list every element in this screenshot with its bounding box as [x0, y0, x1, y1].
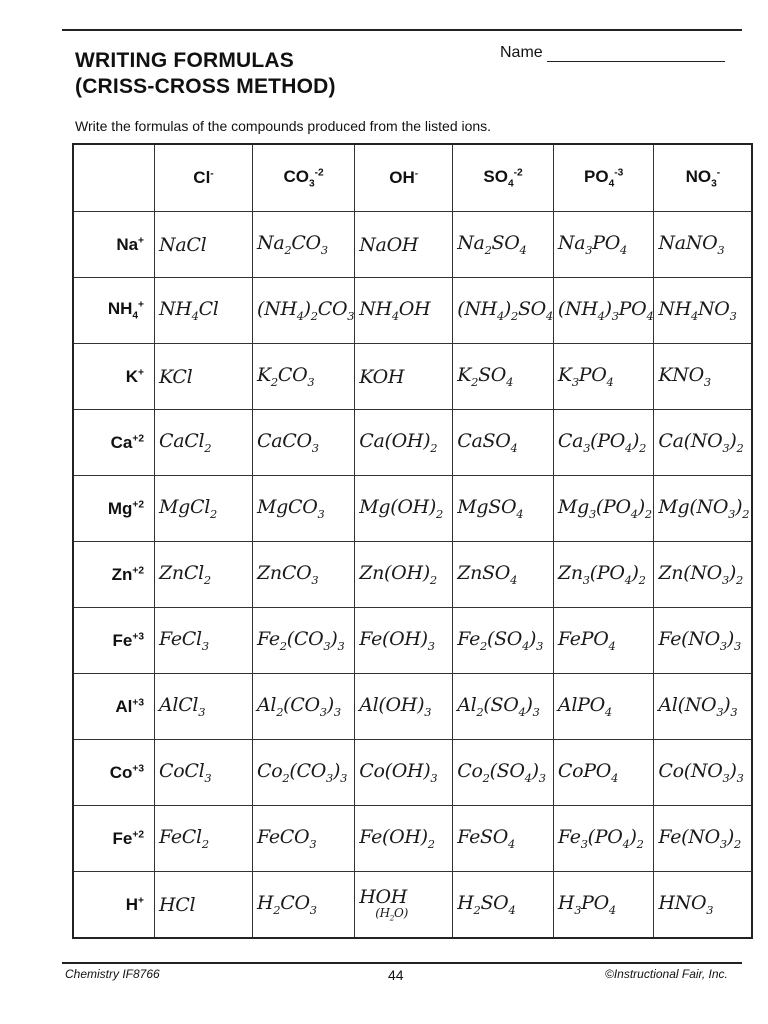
handwritten-formula: $Ca_3(PO_4)_2$: [557, 430, 647, 455]
handwritten-formula: FeCl$_2$: [159, 826, 209, 851]
answer-cell[interactable]: [553, 476, 653, 542]
answer-cell[interactable]: [453, 740, 554, 806]
answer-cell[interactable]: [654, 674, 753, 740]
answer-cell[interactable]: [654, 872, 753, 939]
cation-label: [73, 212, 155, 278]
answer-cell[interactable]: [155, 344, 253, 410]
handwritten-formula: $Zn_3(PO_4)_2$: [557, 562, 646, 587]
handwritten-formula: $Co_2(SO_4)_3$: [457, 760, 546, 785]
answer-cell[interactable]: [253, 608, 355, 674]
answer-cell[interactable]: [355, 872, 453, 939]
anion-label: Cl-: [193, 168, 214, 187]
handwritten-formula: FeCO$_3$: [257, 826, 317, 851]
handwritten-formula: CoCl$_3$: [159, 760, 212, 785]
answer-cell[interactable]: [553, 806, 653, 872]
answer-cell[interactable]: [355, 740, 453, 806]
answer-cell[interactable]: [553, 872, 653, 939]
answer-cell[interactable]: [553, 278, 653, 344]
anion-header-2: [355, 144, 453, 212]
anion-header-3: [453, 144, 554, 212]
answer-cell[interactable]: [253, 212, 355, 278]
handwritten-formula: $Ca(NO_3)_2$: [658, 430, 744, 455]
answer-cell[interactable]: [355, 674, 453, 740]
handwritten-formula: $Al(NO_3)_3$: [658, 694, 738, 719]
handwritten-formula: $Zn(OH)_2$: [359, 562, 437, 587]
handwritten-formula: KOH: [359, 365, 405, 388]
handwritten-formula: KCl: [159, 365, 193, 388]
name-blank[interactable]: [547, 47, 725, 62]
footer-left: Chemistry IF8766: [65, 967, 160, 981]
answer-cell[interactable]: [355, 344, 453, 410]
handwritten-formula: $(NH_4)_3PO_4$: [557, 298, 654, 323]
handwritten-formula: HOH: [359, 886, 408, 909]
answer-cell[interactable]: [355, 278, 453, 344]
cation-symbol: $Al^{+3}$: [115, 696, 144, 716]
corner-cell: [73, 144, 155, 212]
answer-cell[interactable]: [253, 806, 355, 872]
handwritten-formula: FeSO$_4$: [457, 826, 515, 851]
anion-label: $PO_4^{-3}$: [584, 166, 624, 190]
name-field[interactable]: [500, 44, 725, 62]
anion-label: $SO_4^{-2}$: [483, 166, 523, 190]
handwritten-formula: FeCl$_3$: [159, 628, 209, 653]
handwritten-formula: $Al(OH)_3$: [359, 694, 432, 719]
answer-cell[interactable]: [155, 476, 253, 542]
cation-label: [73, 806, 155, 872]
handwritten-formula: $H_3PO_4$: [557, 892, 616, 917]
table-row: [73, 542, 752, 608]
handwritten-formula: $(NH_4)_2CO_3$: [257, 298, 355, 323]
cation-symbol: $Fe^{+2}$: [112, 828, 144, 848]
answer-cell[interactable]: [355, 212, 453, 278]
table-row: [73, 410, 752, 476]
handwritten-formula: $Mg_3(PO_4)_2$: [557, 496, 652, 521]
answer-cell[interactable]: [453, 410, 554, 476]
answer-cell[interactable]: [654, 278, 753, 344]
cation-label: [73, 674, 155, 740]
table-row: [73, 740, 752, 806]
handwritten-formula: $Fe(OH)_2$: [359, 826, 435, 851]
anion-header-0: [155, 144, 253, 212]
answer-cell[interactable]: [453, 608, 554, 674]
handwritten-formula: CaCl$_2$: [159, 430, 212, 455]
footer-rule: [62, 962, 742, 964]
answer-cell[interactable]: [253, 740, 355, 806]
cation-symbol: $Zn^{+2}$: [111, 564, 144, 584]
cation-label: [73, 476, 155, 542]
answer-cell[interactable]: [654, 542, 753, 608]
handwritten-formula: MgSO$_4$: [457, 496, 524, 521]
handwritten-formula: $Ca(OH)_2$: [359, 430, 438, 455]
table-row: [73, 212, 752, 278]
handwritten-formula: $HNO_3$: [658, 892, 714, 917]
handwritten-formula: $Fe_2(SO_4)_3$: [457, 628, 544, 653]
cation-label: [73, 542, 155, 608]
table-row: [73, 344, 752, 410]
handwritten-formula: $Fe(OH)_3$: [359, 628, 435, 653]
answer-cell[interactable]: [453, 476, 554, 542]
handwritten-formula: MgCO$_3$: [257, 496, 325, 521]
table-row: [73, 674, 752, 740]
table-row: [73, 806, 752, 872]
answer-cell[interactable]: [453, 806, 554, 872]
table-row: [73, 278, 752, 344]
handwritten-formula: CaCO$_3$: [257, 430, 319, 455]
footer-right: ©Instructional Fair, Inc.: [605, 967, 728, 981]
handwritten-formula: AlPO$_4$: [557, 694, 612, 719]
table-row: [73, 872, 752, 939]
handwritten-formula: $KNO_3$: [658, 364, 711, 389]
answer-cell[interactable]: [253, 278, 355, 344]
handwritten-formula: $Na_3PO_4$: [557, 232, 627, 257]
answer-cell[interactable]: [453, 674, 554, 740]
answer-cell[interactable]: [654, 806, 753, 872]
handwritten-formula: $K_2SO_4$: [457, 364, 514, 389]
answer-cell[interactable]: [453, 212, 554, 278]
handwritten-formula: $NH_4OH$: [359, 298, 431, 323]
answer-cell[interactable]: [553, 212, 653, 278]
handwritten-formula: NaNO$_3$: [658, 232, 725, 257]
cation-symbol: $Fe^{+3}$: [112, 630, 144, 650]
handwritten-formula: $Na_2SO_4$: [457, 232, 527, 257]
cation-symbol: $Mg^{+2}$: [107, 498, 144, 518]
answer-cell[interactable]: [155, 740, 253, 806]
handwritten-formula: $Na_2CO_3$: [257, 232, 328, 257]
answer-cell[interactable]: [654, 740, 753, 806]
answer-cell[interactable]: [654, 410, 753, 476]
handwritten-formula: $Co(NO_3)_3$: [658, 760, 744, 785]
answer-cell[interactable]: [654, 212, 753, 278]
handwritten-formula: $H_2SO_4$: [457, 892, 516, 917]
cation-label: [73, 410, 155, 476]
answer-cell[interactable]: [453, 872, 554, 939]
handwritten-formula: $Fe(NO_3)_3$: [658, 628, 741, 653]
handwritten-formula: ZnCO$_3$: [257, 562, 319, 587]
handwritten-formula: $Fe(NO_3)_2$: [658, 826, 741, 851]
handwritten-formula: $(NH_4)_2SO_4$: [457, 298, 553, 323]
anion-header-4: [553, 144, 653, 212]
handwritten-formula: $NH_4NO_3$: [658, 298, 737, 323]
handwritten-formula: HCl: [159, 893, 196, 916]
handwritten-formula: ZnCl$_2$: [159, 562, 211, 587]
anion-label: $CO_3^{-2}$: [283, 166, 324, 190]
header-row: [73, 144, 752, 212]
handwritten-formula: $Fe_3(PO_4)_2$: [557, 826, 644, 851]
cation-label: [73, 278, 155, 344]
cation-symbol: $Co^{+3}$: [109, 762, 144, 782]
name-label: Name: [500, 44, 543, 61]
handwritten-formula: $Al_2(SO_4)_3$: [457, 694, 540, 719]
page-title: [75, 48, 336, 100]
answer-cell[interactable]: [553, 608, 653, 674]
water-note: $(H_2O)$: [375, 906, 408, 923]
handwritten-formula: AlCl$_3$: [159, 694, 206, 719]
answer-cell[interactable]: [355, 410, 453, 476]
answer-cell[interactable]: [253, 674, 355, 740]
page-number: 44: [388, 967, 404, 983]
answer-cell[interactable]: [155, 872, 253, 939]
answer-cell[interactable]: [155, 278, 253, 344]
answer-cell[interactable]: [654, 608, 753, 674]
answer-cell[interactable]: [654, 476, 753, 542]
handwritten-formula: CaSO$_4$: [457, 430, 518, 455]
answer-cell[interactable]: [155, 542, 253, 608]
handwritten-formula: $Co_2(CO_3)_3$: [257, 760, 348, 785]
handwritten-formula: $K_3PO_4$: [557, 364, 614, 389]
handwritten-formula: $Al_2(CO_3)_3$: [257, 694, 341, 719]
answer-cell[interactable]: [155, 806, 253, 872]
answer-cell[interactable]: [253, 542, 355, 608]
handwritten-formula: NaOH: [359, 233, 419, 256]
cation-symbol: H+: [125, 894, 144, 914]
answer-cell[interactable]: [553, 344, 653, 410]
top-rule: [62, 29, 742, 31]
answer-cell[interactable]: [355, 806, 453, 872]
handwritten-formula: FePO$_4$: [557, 628, 616, 653]
answer-cell[interactable]: [553, 740, 653, 806]
answer-cell[interactable]: [355, 608, 453, 674]
title-line-2: (CRISS-CROSS METHOD): [75, 75, 336, 98]
handwritten-formula: $NH_4Cl$: [159, 298, 219, 323]
handwritten-formula: $Mg(OH)_2$: [359, 496, 443, 521]
answer-cell[interactable]: [553, 410, 653, 476]
formula-table: [72, 143, 753, 939]
handwritten-formula: NaCl: [159, 233, 207, 256]
answer-cell[interactable]: [355, 542, 453, 608]
anion-header-5: [654, 144, 753, 212]
handwritten-formula: $Fe_2(CO_3)_3$: [257, 628, 345, 653]
cation-label: [73, 608, 155, 674]
answer-cell[interactable]: [553, 542, 653, 608]
handwritten-formula: $Co(OH)_3$: [359, 760, 438, 785]
anion-header-1: [253, 144, 355, 212]
cation-symbol: $Ca^{+2}$: [110, 432, 144, 452]
answer-cell[interactable]: [155, 410, 253, 476]
table-row: [73, 608, 752, 674]
answer-cell[interactable]: [253, 410, 355, 476]
cation-symbol: $NH_4^+$: [107, 299, 144, 322]
answer-cell[interactable]: [453, 344, 554, 410]
cation-symbol: K+: [125, 366, 144, 386]
cation-label: [73, 344, 155, 410]
answer-cell[interactable]: [155, 212, 253, 278]
anion-label: OH-: [389, 168, 419, 187]
handwritten-formula: $Mg(NO_3)_2$: [658, 496, 750, 521]
answer-cell[interactable]: [253, 344, 355, 410]
instructions: Write the formulas of the compounds produced from the listed ions.: [75, 118, 492, 134]
answer-cell[interactable]: [253, 872, 355, 939]
answer-cell[interactable]: [553, 674, 653, 740]
handwritten-formula: $Zn(NO_3)_2$: [658, 562, 743, 587]
handwritten-formula: $K_2CO_3$: [257, 364, 315, 389]
handwritten-formula: MgCl$_2$: [159, 496, 217, 521]
cation-label: [73, 872, 155, 939]
title-line-1: WRITING FORMULAS: [75, 49, 295, 72]
answer-cell[interactable]: [155, 674, 253, 740]
cation-label: [73, 740, 155, 806]
answer-cell[interactable]: [453, 542, 554, 608]
answer-cell[interactable]: [453, 278, 554, 344]
anion-label: $NO_3^-$: [685, 166, 721, 190]
handwritten-formula: $H_2CO_3$: [257, 892, 317, 917]
answer-cell[interactable]: [155, 608, 253, 674]
handwritten-formula: CoPO$_4$: [557, 760, 619, 785]
cation-symbol: Na+: [116, 234, 144, 254]
answer-cell[interactable]: [253, 476, 355, 542]
table-row: [73, 476, 752, 542]
answer-cell[interactable]: [355, 476, 453, 542]
handwritten-formula: ZnSO$_4$: [457, 562, 518, 587]
answer-cell[interactable]: [654, 344, 753, 410]
